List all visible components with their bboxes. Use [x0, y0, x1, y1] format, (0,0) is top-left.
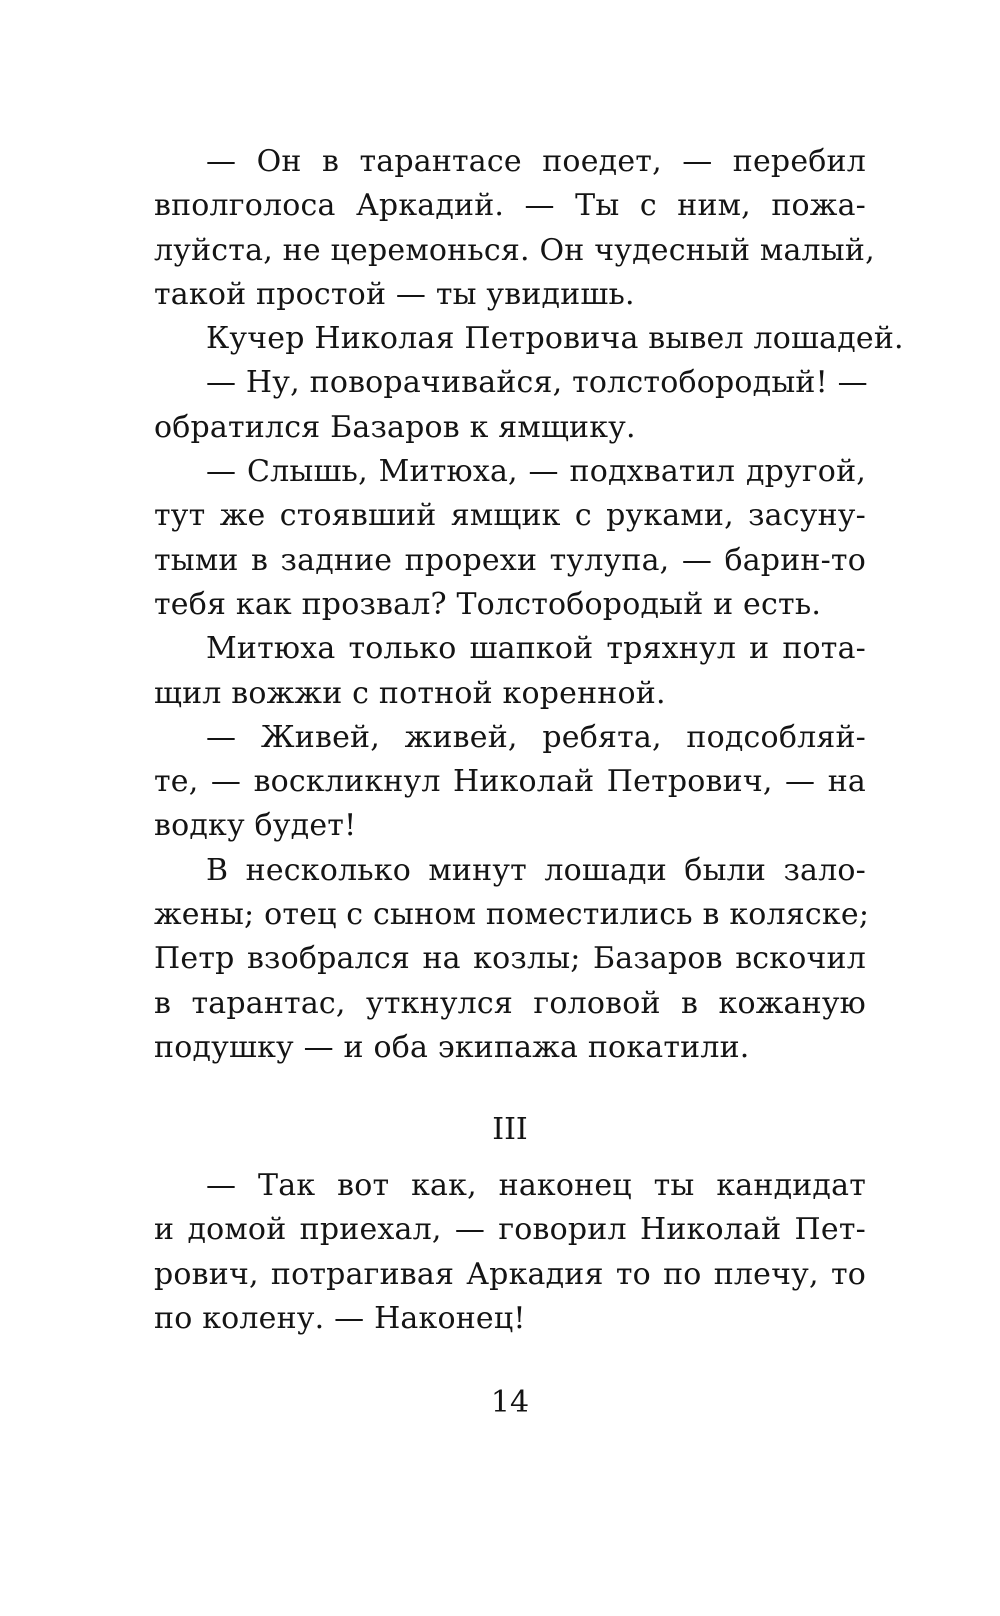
text-line: тебя как прозвал? Толстобородый и есть.	[154, 586, 822, 622]
text-line: жены; отец с сыном поместились в коляске;	[154, 897, 870, 933]
paragraph	[154, 1164, 866, 1341]
text-line: — Живей, живей, ребята, подсобляй-	[206, 719, 866, 755]
text-line: тыми в задние прорехи тулупа, — барин-то	[154, 542, 866, 578]
text-line: луйста, не церемонься. Он чудесный малый,	[154, 232, 875, 268]
text-line: Кучер Николая Петровича вывел лошадей.	[206, 321, 904, 357]
paragraph	[154, 849, 870, 1070]
text-line: те, — воскликнул Николай Петрович, — на	[154, 764, 866, 800]
text-line: водку будет!	[154, 808, 357, 844]
text-line: Митюха только шапкой тряхнул и пота-	[206, 631, 866, 667]
paragraph	[154, 317, 904, 361]
chapter-text-flow	[154, 1164, 866, 1341]
text-line: вполголоса Аркадий. — Ты с ним, пожа-	[154, 188, 866, 224]
text-line: В несколько минут лошади были зало-	[206, 852, 866, 888]
text-line: — Так вот как, наконец ты кандидат	[206, 1168, 866, 1203]
text-line: рович, потрагивая Аркадия то по плечу, то	[154, 1256, 866, 1292]
page-body	[154, 140, 904, 1336]
text-line: и домой приехал, — говорил Николай Пет-	[154, 1212, 866, 1248]
text-line: такой простой — ты увидишь.	[154, 276, 635, 312]
text-line: щил вожжи с потной коренной.	[154, 675, 666, 711]
text-line: обратился Базаров к ямщику.	[154, 409, 636, 445]
paragraph	[154, 627, 866, 716]
text-line: — Он в тарантасе поедет, — перебил	[206, 144, 866, 179]
text-flow	[154, 140, 904, 1070]
paragraph	[154, 450, 866, 627]
paragraph	[154, 716, 866, 849]
paragraph	[154, 140, 875, 317]
text-line: в тарантас, уткнулся головой в кожаную	[154, 985, 866, 1021]
chapter-heading: III	[492, 1112, 528, 1147]
text-line: по колену. — Наконец!	[154, 1300, 526, 1336]
paragraph	[154, 361, 866, 450]
text-line: подушку — и оба экипажа покатили.	[154, 1029, 750, 1065]
text-line: тут же стоявший ямщик с руками, засуну-	[154, 498, 866, 534]
text-line: — Слышь, Митюха, — подхватил другой,	[206, 454, 866, 490]
text-line: Петр взобрался на козлы; Базаров вскочил	[154, 941, 866, 977]
text-line: — Ну, поворачивайся, толстобородый! —	[206, 365, 868, 401]
page-number: 14	[490, 1385, 530, 1420]
